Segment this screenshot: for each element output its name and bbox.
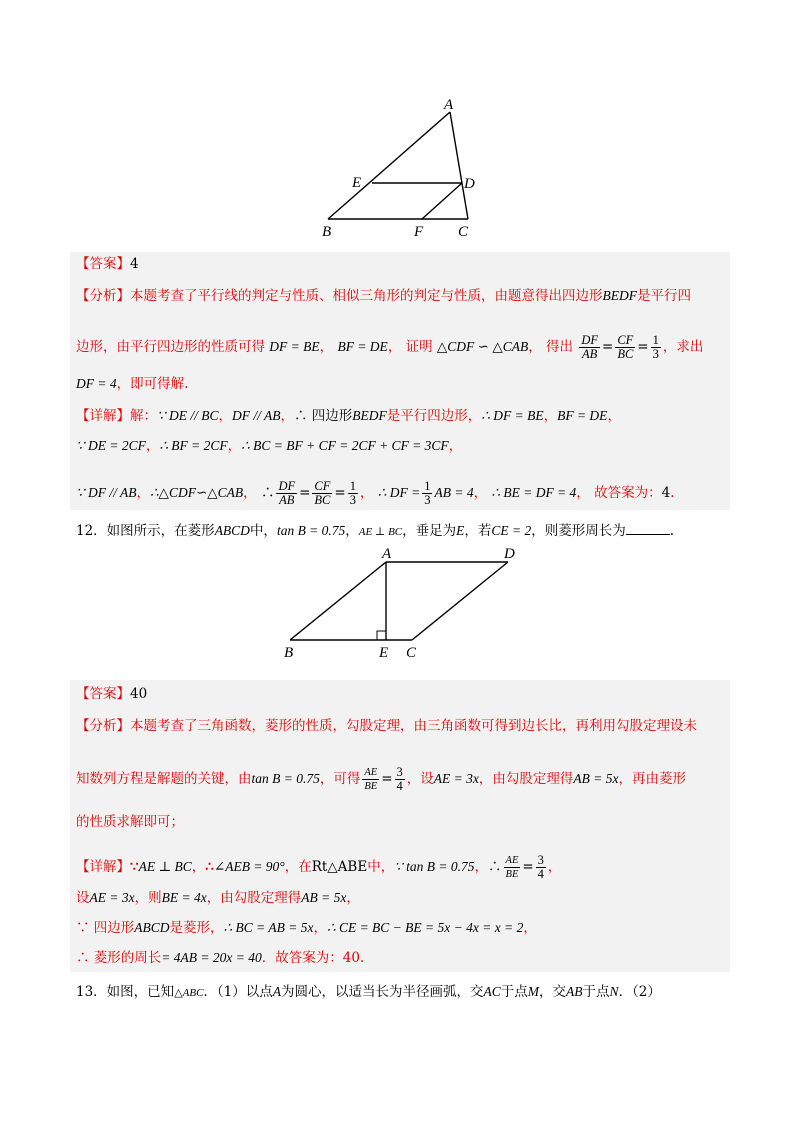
fraction: $\frac{DF}{AB}$ [581,333,598,361]
math-point: A [272,984,282,999]
analysis-text: 边形，由平行四边形的性质可得 [76,339,265,355]
q12-stem: 12．如图所示，在菱形ABCD中，tan B = 0.75，AE ⊥ BC，垂足为E，若CE = 2，则菱形周长为 . [76,520,674,542]
fraction: $\frac{DF}{AB}$ [278,479,296,507]
answer-value: 40 [130,686,148,702]
detail-text: ∴ 菱形的周长 [76,950,162,966]
detail-text: ∵ 四边形 [76,920,135,936]
label-D: D [464,176,475,192]
fraction: $\frac{CF}{BC}$ [617,333,634,361]
q11-solution-panel: 【答案】4 【分析】本题考查了平行线的判定与性质、相似三角形的判定与性质，由题意得出四边形BEDF是平行四 边形，由平行四边形的性质可得 DF = BE， BF = DE， 证明 △CDF ∽ △CAB， 得出 $\frac{DF}{AB}$ = $\frac{CF}{BC}$ = $\frac{1}{3}$ ，求出 DF = 4，即可得解. 【详解】解：∵ DE // BC，DF // AB，∴ 四边形BEDF是平行四边形，∴ DF = BE，BF = DE， ∵ DE = 2CF，∴ BF = 2CF，∴ BC = BF + CF = 2CF + CF = 3CF， ∵ DF // AB，∴△CDF∽△CAB， ∴ $\frac{DF}{AB}$ = $\frac{CF}{BC}$ = $\frac{1}{3}$ ， ∴ DF = $\frac{1}{3}$ AB = 4， ∴ BE = DF = 4， 故答案为：4. [70,252,730,510]
math-eq: ∴ DF = BE [481,408,544,423]
detail-text: ，在 [284,859,312,875]
math-sim: ∴△CDF∽△CAB [149,485,244,500]
math-eq: AE = 3x [89,890,135,905]
math-eq: ∵ DF // AB [76,485,137,500]
analysis-text: ，由勾股定理得 [478,771,574,787]
fraction: $\frac{3}{4}$ [537,853,544,881]
math-segment: AC [483,984,501,999]
math-eq: ∴ CE = BC − BE = 5x − 4x = x = 2 [326,920,524,935]
math-eq: ∴ BC = AB = 5x [223,920,314,935]
analysis-text: ，再由菱形 [618,771,686,787]
math-eq: AE ⊥ BC [138,859,192,874]
label-A: A [382,546,392,562]
answer-value: 4 [130,256,139,272]
analysis-text: 本题考查了三角函数，菱形的性质，勾股定理，由三角函数可得到边长比，再利用勾股定理设未 [130,718,697,734]
analysis-text: 知数列方程是解题的关键，由 [76,771,252,787]
label-C: C [406,645,417,661]
detail-text: ，则 [134,890,162,906]
label-F: F [414,224,424,240]
detail-text: 中， [367,859,395,875]
math-symbol: ∵ [130,859,139,875]
math-eq: ∴ BE = DF = 4 [491,485,577,500]
math-eq: DF = BE [269,339,320,354]
math-eq: DF = 4 [76,376,117,391]
math-point: N [609,984,619,999]
math-eq: ∠AEB = 90° [213,859,285,874]
analysis-tag: 【分析】 [76,288,130,304]
math-eq: ∴ DF = [377,485,421,500]
analysis-text: 是平行四 [637,288,691,304]
detail-text: 是平行四边形， [386,408,482,424]
math-eq: AE = 3x [433,771,479,786]
fraction: $\frac{CF}{BC}$ [314,479,331,507]
math-eq: Rt△ABE [311,859,368,875]
fraction: $\frac{1}{3}$ [349,479,356,507]
fraction: $\frac{AE}{BE}$ [364,767,378,792]
math-eq: AB = 5x [573,771,619,786]
label-B: B [284,645,294,661]
math-eq: AB = 4 [434,485,474,500]
math-shape: ABCD [214,523,250,538]
math-eq: BE = 4x [161,890,207,905]
analysis-text: ，设 [406,771,434,787]
label-E: E [379,645,389,661]
math-eq: ∴ BC = BF + CF = 2CF + CF = 3CF [241,438,449,453]
math-eq: BF = DE [557,408,608,423]
math-eq: ∵ DE // BC [157,408,219,423]
math-eq: = 4AB = 20x = 40 [161,950,262,965]
label-E: E [352,175,362,191]
fraction: $\frac{3}{4}$ [396,765,403,793]
detail-text: 解： [130,408,157,424]
detail-text: ∴ 四边形 [293,408,353,424]
detail-text: ．故答案为：40. [261,950,365,966]
detail-text: 故答案为： [594,485,662,501]
analysis-text: 的性质求解即可； [76,814,184,830]
detail-text: 是菱形， [169,920,224,936]
math-eq: BF = DE [337,339,388,354]
analysis-text: ，即可得解. [116,376,189,392]
analysis-text: ，求出 [662,339,704,355]
math-eq: ∵ tan B = 0.75 [394,859,475,874]
analysis-tag: 【分析】 [76,718,130,734]
math-triangle: △ABC [174,987,204,999]
math-eq: tan B = 0.75 [276,523,346,538]
math-symbol: ∴ [260,485,275,501]
math-point: E [456,523,465,538]
label-B: B [322,224,332,240]
fraction: $\frac{1}{3}$ [424,479,431,507]
q12-solution-panel: 【答案】40 【分析】本题考查了三角函数，菱形的性质，勾股定理，由三角函数可得到边长比，再利用勾股定理设未 知数列方程是解题的关键，由tan B = 0.75，可得 $\frac{AE}{BE}$ = $\frac{3}{4}$ ，设AE = 3x，由勾股定理得AB = 5x，再由菱形 的性质求解即可； 【详解】∵AE ⊥ BC，∴∠AEB = 90°，在Rt△ABE中，∵ tan B = 0.75，∴ $\frac{AE}{BE}$ = $\frac{3}{4}$ ， 设AE = 3x，则BE = 4x，由勾股定理得AB = 5x， ∵ 四边形ABCD是菱形，∴ BC = AB = 5x，∴ CE = BC − BE = 5x − 4x = x = 2， ∴ 菱形的周长= 4AB = 20x = 40．故答案为：40. [70,680,730,972]
detail-tag: 【详解】 [76,408,130,424]
math-shape: BEDF [352,408,387,423]
math-shape: ABCD [134,920,170,935]
math-shape: BEDF [602,288,637,303]
answer-tag: 【答案】 [76,256,130,272]
triangle-figure-1 [310,92,500,242]
detail-text: 设 [76,890,90,906]
math-eq: ∵ DE = 2CF [76,438,146,453]
answer-blank [626,520,670,535]
answer-tag: 【答案】 [76,686,130,702]
math-eq: tan B = 0.75 [251,771,320,786]
answer-value: 4 [661,485,671,501]
math-segment: AB [566,984,583,999]
label-C: C [458,224,469,240]
math-point: M [527,984,540,999]
math-symbol: ∴ [488,859,502,875]
fraction: $\frac{AE}{BE}$ [505,855,519,880]
label-A: A [444,97,454,113]
q13-stem: 13．如图，已知△ABC．（1）以点A为圆心，以适当长为半径画弧，交AC于点M，交AB于点N．（2） [76,984,661,1000]
detail-tag: 【详解】 [76,859,130,875]
fraction: $\frac{1}{3}$ [652,333,659,361]
detail-text: ，由勾股定理得 [206,890,302,906]
analysis-text: ，可得 [319,771,361,787]
analysis-text: 得出 [546,339,574,355]
math-eq: AB = 5x [301,890,347,905]
math-symbol: ∴ [205,859,214,875]
math-eq: CE = 2 [491,523,532,538]
label-D: D [504,546,515,562]
analysis-text: 证明 [405,339,433,355]
rhombus-figure [280,542,530,662]
math-sim: △CDF ∽ △CAB [436,339,529,354]
math-eq: AE ⊥ BC [358,526,403,538]
math-eq: DF // AB [231,408,281,423]
math-eq: ∴ BF = 2CF [159,438,228,453]
analysis-text: 本题考查了平行线的判定与性质、相似三角形的判定与性质，由题意得出四边形 [130,288,603,304]
